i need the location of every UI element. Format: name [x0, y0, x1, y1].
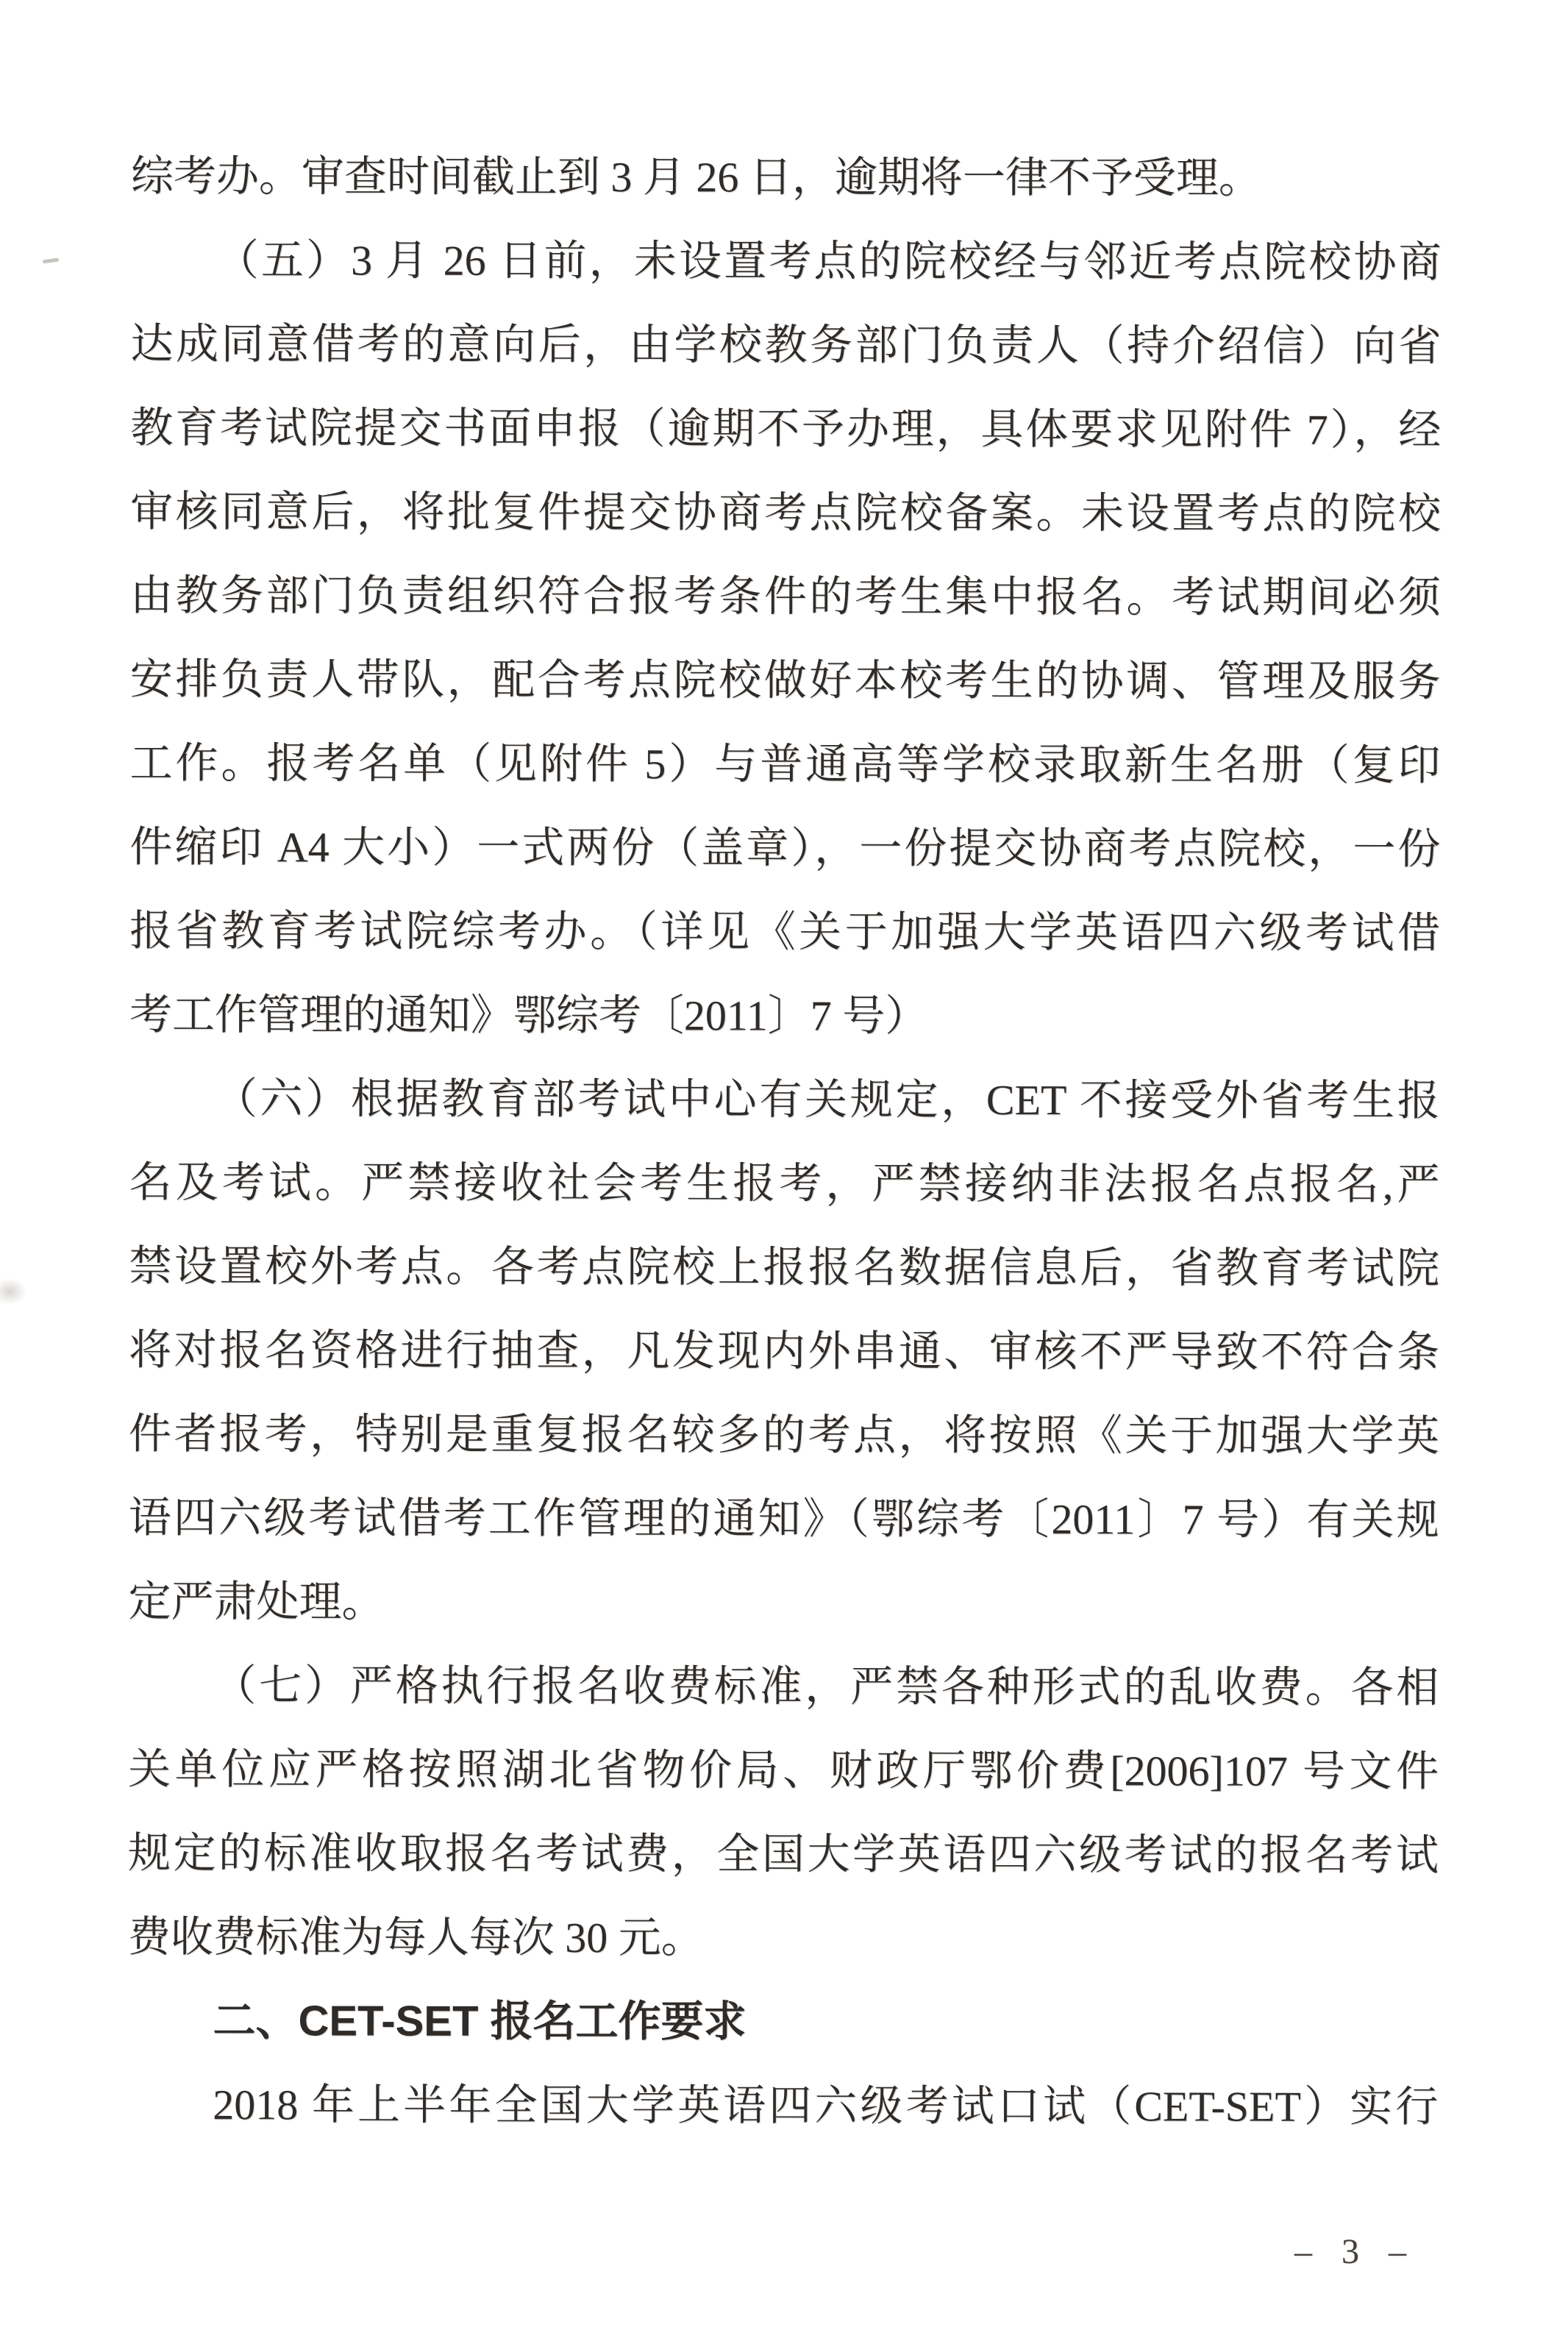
body-line: 2018 年上半年全国大学英语四六级考试口试（CET-SET）实行: [213, 2081, 1439, 2131]
body-line: 安排负责人带队，配合考点院校做好本校考生的协调、管理及服务: [129, 655, 1441, 706]
body-line: 由教务部门负责组织符合报考条件的考生集中报名。考试期间必须: [129, 571, 1441, 622]
body-line: 定严肃处理。: [128, 1577, 385, 1626]
body-line: 禁设置校外考点。各考点院校上报报名数据信息后，省教育考试院: [129, 1241, 1440, 1293]
page-number: – 3 –: [1294, 2232, 1416, 2271]
body-line: 规定的标准收取报名考试费，全国大学英语四六级考试的报名考试: [127, 1828, 1439, 1880]
body-line: （六）根据教育部考试中心有关规定，CET 不接受外省考生报: [214, 1075, 1440, 1125]
body-line: 综考办。审查时间截止到 3 月 26 日，逾期将一律不予受理。: [130, 152, 1261, 202]
body-line: 件者报考，特别是重复报名较多的考点，将按照《关于加强大学英: [128, 1409, 1439, 1461]
body-line: 教育考试院提交书面申报（逾期不予办理，具体要求见附件 7），经: [130, 403, 1442, 455]
body-line: （五）3 月 26 日前，未设置考点的院校经与邻近考点院校协商: [215, 236, 1442, 287]
body-line: 审核同意后，将批复件提交协商考点院校备案。未设置考点的院校: [130, 487, 1442, 538]
body-line: 工作。报考名单（见附件 5）与普通高等学校录取新生名册（复印: [129, 738, 1441, 790]
body-line: 报省教育考试院综考办。（详见《关于加强大学英语四六级考试借: [129, 906, 1441, 958]
scan-artifact-speck: [43, 257, 59, 263]
scan-artifact-smudge: [0, 1278, 26, 1305]
body-line: 达成同意借考的意向后，由学校教务部门负责人（持介绍信）向省: [130, 319, 1442, 371]
body-line: 费收费标准为每人每次 30 元。: [127, 1912, 704, 1962]
body-line: 件缩印 A4 大小）一式两份（盖章），一份提交协商考点院校，一份: [129, 822, 1441, 874]
document-text-block: [127, 135, 1442, 2149]
body-line: 语四六级考试借考工作管理的通知》（鄂综考〔2011〕7 号）有关规: [128, 1493, 1439, 1544]
body-line: 关单位应严格按照湖北省物价局、财政厅鄂价费[2006]107 号文件: [128, 1745, 1439, 1796]
body-line: 考工作管理的通知》鄂综考〔2011〕7 号）: [129, 990, 928, 1040]
section-heading: 二、CET-SET 报名工作要求: [213, 1997, 746, 2046]
body-line: （七）严格执行报名收费标准，严禁各种形式的乱收费。各相: [213, 1661, 1439, 1712]
body-line: 将对报名资格进行抽查，凡发现内外串通、审核不严导致不符合条: [129, 1325, 1440, 1377]
body-line: 名及考试。严禁接收社会考生报考，严禁接纳非法报名点报名,严: [129, 1158, 1440, 1209]
